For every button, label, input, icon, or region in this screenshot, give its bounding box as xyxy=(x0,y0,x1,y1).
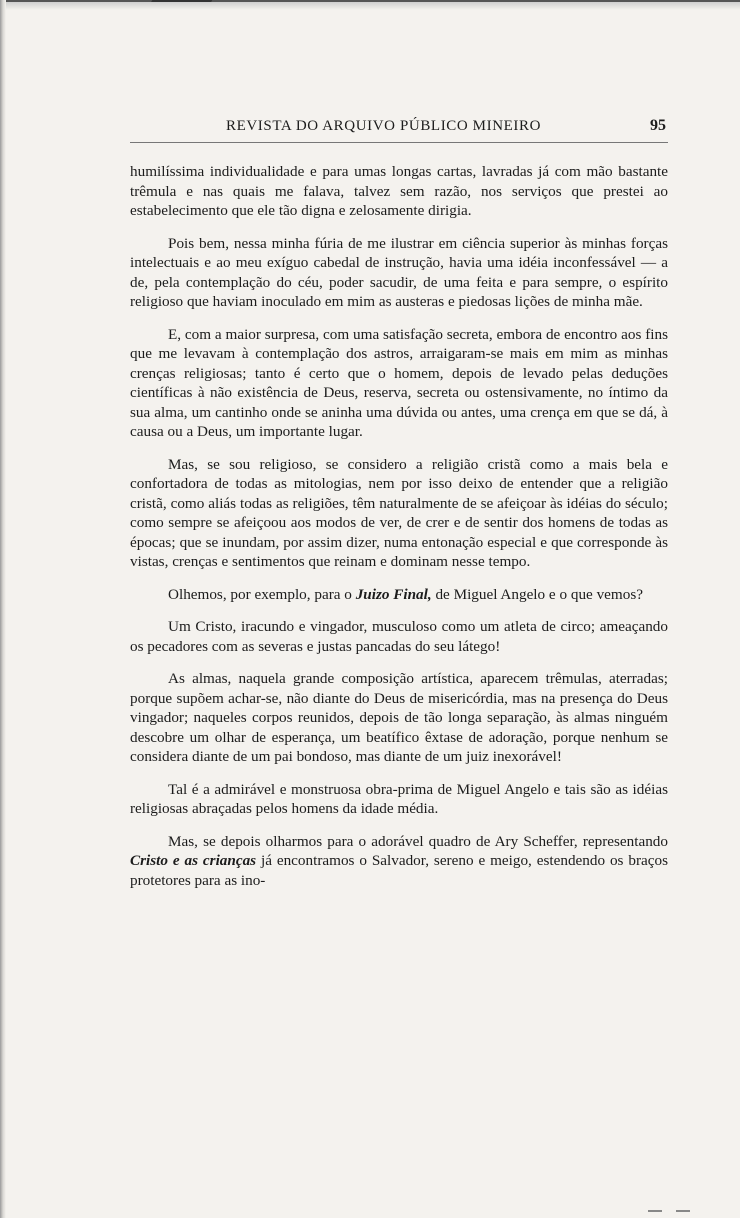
paragraph-5-text: Olhemos, por exemplo, para o xyxy=(168,585,356,603)
paragraph-9-text-end: já encontramos o Salvador, sereno e meigo, estendendo os braços protetores para as ino- xyxy=(130,852,668,889)
paragraph-8: Tal é a admirável e monstruosa obra-prima de Miguel Angelo e tais são as idéias religiosas abraçadas pelos homens da idade média. xyxy=(130,780,668,817)
scan-artifact-dash xyxy=(648,1210,662,1212)
paragraph-2: Pois bem, nessa minha fúria de me ilustrar em ciência superior às minhas forças intelectuais e ao meu exíguo cabedal de instrução, havia uma idéia inconfessável — a de, pela contemplação do céu, poder sacudir, de uma feita e para sempre, o espírito religioso que haviam inoculado em mim as austeras e piedosas lições de minha mãe. xyxy=(130,234,668,310)
paragraph-9-text: Mas, se depois olharmos para o adorável quadro de Ary Scheffer, representando xyxy=(168,832,668,850)
body-text xyxy=(130,162,668,903)
journal-title: REVISTA DO ARQUIVO PÚBLICO MINEIRO xyxy=(226,118,542,134)
scan-edge-left xyxy=(0,0,6,1218)
paragraph-5 xyxy=(130,585,668,605)
scan-edge-top xyxy=(0,0,740,10)
work-title-juizo-final: Juizo Final, xyxy=(355,585,432,603)
paragraph-5-text-end: de Miguel Angelo e o que vemos? xyxy=(431,585,643,603)
paragraph-9 xyxy=(130,832,668,891)
scan-artifact-dash xyxy=(676,1210,690,1212)
paragraph-6: Um Cristo, iracundo e vingador, musculoso como um atleta de circo; ameaçando os pecadores com as severas e justas pancadas do seu látego! xyxy=(130,618,668,655)
paragraph-3: E, com a maior surpresa, com uma satisfação secreta, embora de encontro aos fins que me levavam à contemplação dos astros, arraigaram-se mais em mim as minhas crenças religiosas; tanto é certo que o homem, depois de levado pelas deduções científicas à não existência de Deus, reserva, secreta ou ostensivamente, no íntimo da sua alma, um cantinho onde se aninha uma dúvida ou antes, uma crença em que se dá, à causa ou a Deus, um importante lugar. xyxy=(130,325,668,440)
paragraph-4: Mas, se sou religioso, se considero a religião cristã como a mais bela e confortadora de todas as mitologias, nem por isso deixo de entender que a religião cristã, como aliás todas as religiões, têm naturalmente de se afeiçoar às idéias do século; como sempre se afeiçoou aos modos de ver, de crer e de sentir dos homens de todas as épocas; que se inundam, por assim dizer, numa entonação especial e que corresponde às vistas, crenças e sentimentos que reinam e dominam nesse tempo. xyxy=(130,455,668,570)
running-head xyxy=(130,116,668,143)
work-title-cristo-criancas: Cristo e as crianças xyxy=(130,852,257,869)
page-number: 95 xyxy=(650,117,666,134)
scan-mark xyxy=(148,0,213,8)
paragraph-7: As almas, naquela grande composição artística, aparecem trêmulas, aterradas; porque supõem achar-se, não diante do Deus de misericórdia, mas na presença do Deus vingador; naqueles corpos reunidos, depois de tão longa separação, às almas ninguém descobre um olhar de esperança, um beatífico êxtase de adoração, porque nenhum se considera diante de um pai bondoso, mas diante de um juiz inexorável! xyxy=(130,670,668,765)
paragraph-1: humilíssima individualidade e para umas longas cartas, lavradas já com mão bastante trêmula e nas quais me falava, talvez sem razão, nos serviços que prestei ao estabelecimento que ele tão digna e zelosamente dirigia. xyxy=(130,163,668,219)
